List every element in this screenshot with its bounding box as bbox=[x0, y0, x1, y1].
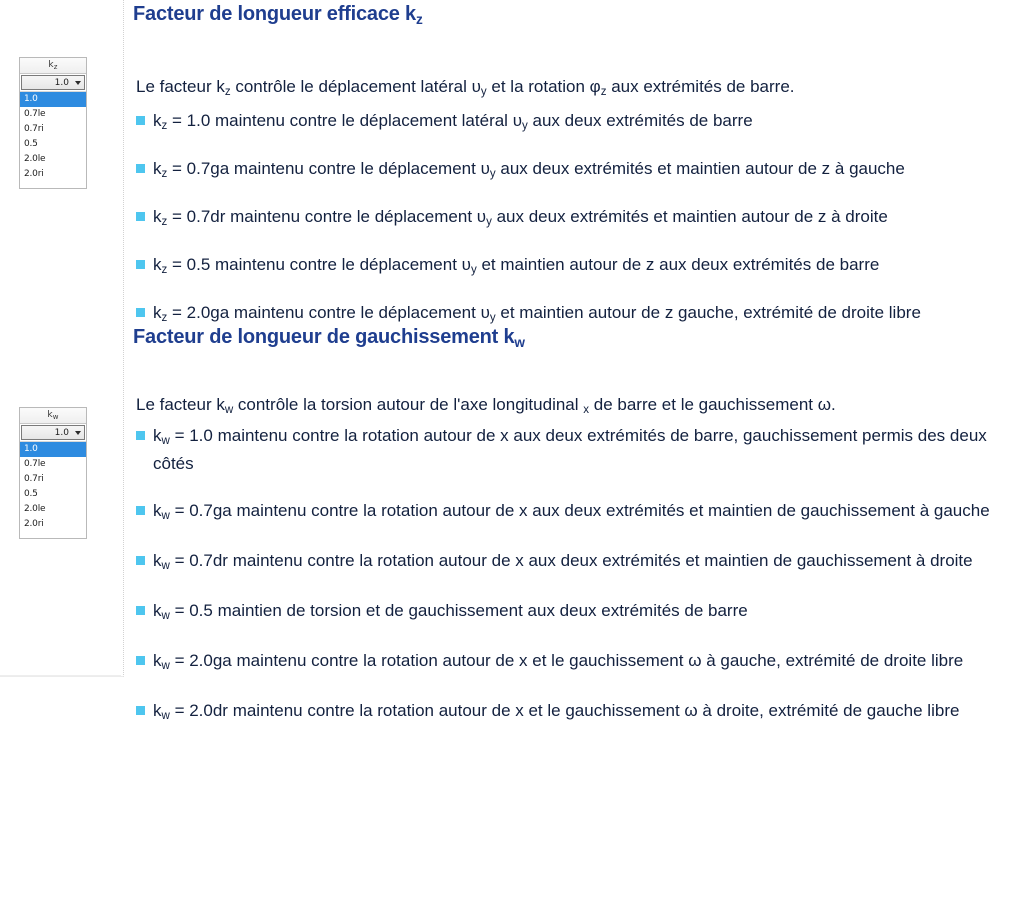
bullet-text: $k_w = 0.5$ maintien de torsion et de gauchissement aux deux extrémités de barre bbox=[153, 601, 748, 623]
intro-kw-part-0: Le facteur k bbox=[136, 395, 225, 414]
dropdown-option-kw-2[interactable]: 0.7ri bbox=[24, 474, 44, 484]
dropdown-header-subscript-kz: z bbox=[53, 63, 58, 71]
list-item bbox=[133, 548, 1005, 576]
dropdown-header-label-kz: k bbox=[48, 60, 54, 70]
dropdown-option-kw-4[interactable]: 2.0le bbox=[24, 504, 46, 514]
variable-subscript: z bbox=[161, 312, 168, 325]
variable-base: k bbox=[153, 255, 162, 274]
list-item bbox=[133, 300, 1005, 328]
dropdown-combo-kz[interactable] bbox=[21, 75, 85, 90]
variable-base: k bbox=[153, 207, 162, 226]
section-heading-kz-text: Facteur de longueur efficace k bbox=[133, 3, 416, 25]
bullet-list-kw bbox=[133, 423, 1005, 748]
dropdown-widget-kw[interactable] bbox=[19, 407, 87, 539]
dropdown-option-list-kz[interactable] bbox=[20, 91, 86, 188]
dropdown-header-subscript-kw: w bbox=[52, 413, 59, 421]
variable-base: k bbox=[153, 426, 162, 445]
dropdown-option-kw-5[interactable]: 2.0ri bbox=[24, 519, 44, 529]
intro-kz-sub-5: z bbox=[600, 86, 607, 99]
dropdown-widget-kz[interactable] bbox=[19, 57, 87, 189]
dropdown-option-kz-5[interactable]: 2.0ri bbox=[24, 169, 44, 179]
list-item bbox=[133, 252, 1005, 280]
variable-subscript: w bbox=[161, 510, 170, 523]
intro-kz-part-6: aux extrémités de barre. bbox=[606, 77, 795, 96]
variable-subscript: w bbox=[161, 435, 170, 448]
variable-base: υ bbox=[512, 111, 522, 130]
list-item bbox=[133, 156, 1005, 184]
section-heading-kw-subscript: w bbox=[514, 335, 525, 351]
variable-subscript: z bbox=[161, 168, 168, 181]
variable-subscript: z bbox=[161, 264, 168, 277]
dropdown-header-label-kw: k bbox=[47, 410, 53, 420]
dropdown-list-padding-kz bbox=[20, 182, 86, 188]
list-item bbox=[133, 204, 1005, 232]
variable-base: k bbox=[153, 651, 162, 670]
dropdown-option-kz-2[interactable]: 0.7ri bbox=[24, 124, 44, 134]
intro-kz-part-2: contrôle le déplacement latéral υ bbox=[230, 77, 481, 96]
variable-base: k bbox=[153, 303, 162, 322]
dropdown-option-kz-3[interactable]: 0.5 bbox=[24, 139, 38, 149]
variable-base: k bbox=[153, 701, 162, 720]
variable-base: k bbox=[153, 551, 162, 570]
chevron-down-icon[interactable] bbox=[75, 81, 81, 85]
variable-base: k bbox=[153, 111, 162, 130]
dropdown-option-kz-0[interactable]: 1.0 bbox=[20, 92, 86, 107]
bullet-list-kz bbox=[133, 108, 1005, 351]
variable-base: υ bbox=[480, 303, 490, 322]
intro-kw-sub-1: w bbox=[224, 404, 234, 417]
variable-base: υ bbox=[480, 159, 490, 178]
intro-kz-sub-3: y bbox=[480, 86, 487, 99]
section-heading-kw-text: Facteur de longueur de gauchissement k bbox=[133, 326, 515, 348]
list-item bbox=[133, 423, 1005, 476]
bullet-text: $k_z = 1.0$ maintenu contre le déplacement latéral $\upsilon_y$ aux deux extrémités de barre bbox=[153, 111, 753, 133]
bullet-text: $k_z = 2.0ga$ maintenu contre le déplacement $\upsilon_y$ et maintien autour de z gauche, extrémité de droite libre bbox=[153, 303, 921, 325]
variable-base: υ bbox=[461, 255, 471, 274]
chevron-down-icon[interactable] bbox=[75, 431, 81, 435]
section-heading-kz-subscript: z bbox=[415, 12, 423, 28]
bullet-text: $k_z = 0.5$ maintenu contre le déplacement $\upsilon_y$ et maintien autour de z aux deux extrémités de barre bbox=[153, 255, 880, 277]
variable-subscript: y bbox=[521, 120, 528, 133]
dropdown-option-kz-1[interactable]: 0.7le bbox=[24, 109, 46, 119]
intro-kw-sub-3: x bbox=[583, 404, 590, 417]
dropdown-selected-value-kw: 1.0 bbox=[54, 428, 69, 438]
variable-subscript: y bbox=[489, 168, 496, 181]
variable-subscript: w bbox=[161, 710, 170, 723]
dropdown-option-list-kw[interactable] bbox=[20, 441, 86, 538]
list-item bbox=[133, 108, 1005, 136]
variable-subscript: z bbox=[161, 120, 168, 133]
variable-base: k bbox=[153, 159, 162, 178]
variable-subscript: y bbox=[489, 312, 496, 325]
dropdown-option-kw-3[interactable]: 0.5 bbox=[24, 489, 38, 499]
left-sidebar-panel bbox=[0, 0, 124, 677]
bullet-text: $k_z = 0.7dr$ maintenu contre le déplacement $\upsilon_y$ aux deux extrémités et maintien autour de z à droite bbox=[153, 207, 888, 229]
variable-base: k bbox=[153, 501, 162, 520]
dropdown-option-kw-1[interactable]: 0.7le bbox=[24, 459, 46, 469]
dropdown-selected-value-kz: 1.0 bbox=[54, 78, 69, 88]
dropdown-option-kw-0[interactable]: 1.0 bbox=[20, 442, 86, 457]
section-intro-kz bbox=[136, 77, 795, 97]
bullet-text: $k_w = 1.0$ maintenu contre la rotation autour de x aux deux extrémités de barre, gauchissement permis des deux côtés bbox=[153, 426, 987, 473]
dropdown-combo-kw[interactable] bbox=[21, 425, 85, 440]
dropdown-header-kz bbox=[20, 58, 86, 74]
bullet-text: $k_w = 2.0dr$ maintenu contre la rotation autour de x et le gauchissement ω à droite, extrémité de gauche libre bbox=[153, 701, 960, 723]
variable-base: k bbox=[153, 601, 162, 620]
list-item bbox=[133, 598, 1005, 626]
list-item bbox=[133, 648, 1005, 676]
bullet-text: $k_z = 0.7ga$ maintenu contre le déplacement $\upsilon_y$ aux deux extrémités et maintien autour de z à gauche bbox=[153, 159, 905, 181]
bullet-text: $k_w = 0.7ga$ maintenu contre la rotation autour de x aux deux extrémités et maintien de gauchissement à gauche bbox=[153, 501, 990, 523]
bullet-text: $k_w = 2.0ga$ maintenu contre la rotation autour de x et le gauchissement ω à gauche, extrémité de droite libre bbox=[153, 651, 964, 673]
list-item bbox=[133, 698, 1005, 726]
intro-kz-sub-1: z bbox=[224, 86, 231, 99]
intro-kw-part-4: de barre et le gauchissement ω. bbox=[589, 395, 836, 414]
variable-subscript: w bbox=[161, 660, 170, 673]
section-intro-kw bbox=[136, 395, 836, 415]
intro-kw-part-2: contrôle la torsion autour de l'axe longitudinal bbox=[233, 395, 584, 414]
variable-subscript: w bbox=[161, 560, 170, 573]
section-heading-kw bbox=[133, 326, 525, 351]
dropdown-option-kz-4[interactable]: 2.0le bbox=[24, 154, 46, 164]
variable-subscript: w bbox=[161, 610, 170, 623]
list-item bbox=[133, 498, 1005, 526]
variable-subscript: y bbox=[486, 216, 492, 229]
variable-base: υ bbox=[476, 207, 487, 226]
dropdown-header-kw bbox=[20, 408, 86, 424]
variable-subscript: y bbox=[470, 264, 477, 277]
intro-kz-part-0: Le facteur k bbox=[136, 77, 225, 96]
section-heading-kz bbox=[133, 3, 423, 28]
intro-kz-part-4: et la rotation φ bbox=[486, 77, 601, 96]
bullet-text: $k_w = 0.7dr$ maintenu contre la rotation autour de x aux deux extrémités et maintien de gauchissement à droite bbox=[153, 551, 973, 573]
variable-subscript: z bbox=[161, 216, 168, 229]
dropdown-list-padding-kw bbox=[20, 532, 86, 538]
